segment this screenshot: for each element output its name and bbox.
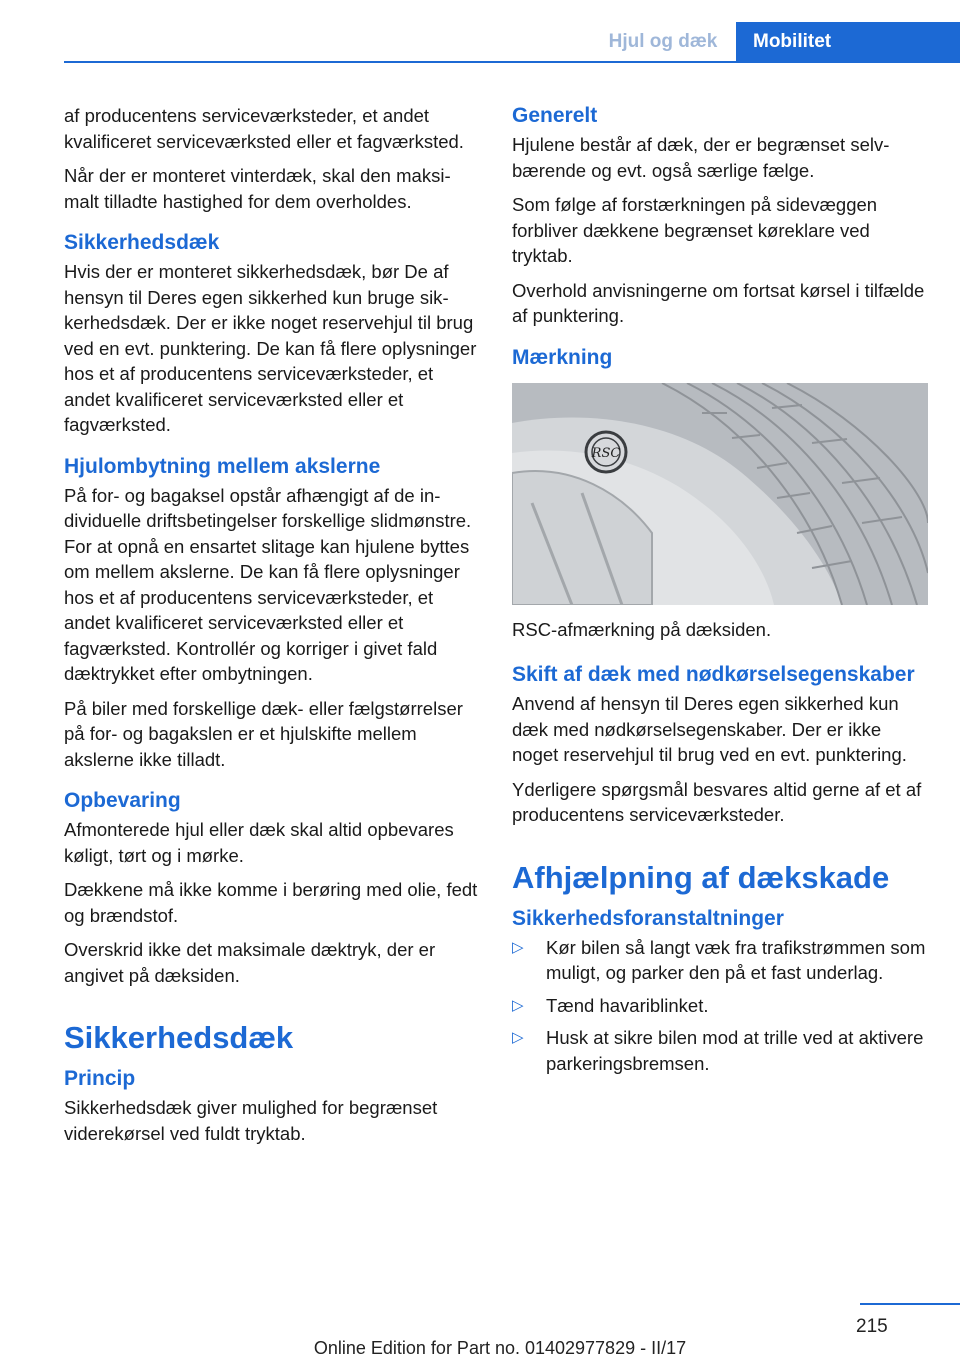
triangle-bullet-icon: ▷ (512, 996, 524, 1014)
figure-caption: RSC-afmærkning på dæksiden. (512, 618, 772, 640)
heading-generelt: Generelt (512, 104, 598, 127)
chapter-tab[interactable]: Mobilitet (736, 22, 960, 62)
paragraph: Overhold anvisningerne om fortsat kørsel i tilfælde af punktering. (512, 279, 925, 326)
heading-princip: Princip (64, 1067, 136, 1090)
paragraph: Som følge af forstærkningen på sidevæggen forbliver dækkene begrænset køreklare ved tryktab. (512, 194, 878, 266)
title-afhjaelpning: Afhjælpning af dækskade (512, 859, 890, 895)
paragraph: Dækkene må ikke komme i berøring med olie, fedt og brændstof. (64, 879, 478, 926)
heading-sikkerhedsdaek: Sikkerhedsdæk (64, 231, 220, 254)
section-tab[interactable]: Hjul og dæk (608, 31, 718, 52)
paragraph: Overskrid ikke det maksimale dæktryk, der er angivet på dæksiden. (64, 939, 436, 986)
heading-opbevaring: Opbevaring (64, 789, 181, 812)
paragraph: Hvis der er monteret sikkerhedsdæk, bør De af hensyn til Deres egen sikkerhed kun bruge sikkerhedsdæk. Der er ikke noget reservehjul til brug ved en evt. punktering. De kan få flere oplysninger hos et af producentens serviceværksteder, et andet kvalificeret serviceværksted eller et fagværksted. (64, 261, 477, 435)
triangle-bullet-icon: ▷ (512, 1029, 524, 1046)
svg-text:RSC: RSC (591, 445, 621, 461)
list-item-text: Kør bilen så langt væk fra trafikstrømmen som muligt, og parker den på et fast underlag. (546, 936, 926, 983)
footer-rule (860, 1303, 960, 1305)
safety-list (512, 935, 928, 1077)
paragraph: På for- og bagaksel opstår afhængigt af de individuelle driftsbetingelser forskellige slidmønstre. For at opnå en ensartet slitage kan hjulene byttes om mellem akslerne. De kan få flere oplysninger hos et af producentens serviceværksteder, et andet kvalificeret serviceværksted eller et fagværksted. Kontrollér og korriger i givet fald dæktrykket efter ombytningen. (64, 484, 472, 684)
paragraph: Yderligere spørgsmål besvares altid gerne af et af producentens serviceværksteder. (512, 778, 922, 825)
paragraph: af producentens serviceværksteder, et andet kvalificeret serviceværksted eller et fagværksted. (64, 105, 464, 152)
list-item-text: Husk at sikre bilen mod at trille ved at aktivere parkeringsbremsen. (546, 1027, 924, 1074)
right-column (512, 103, 928, 1083)
heading-skift: Skift af dæk med nødkørselsegenskaber (512, 663, 915, 686)
list-item (512, 935, 928, 986)
triangle-bullet-icon: ▷ (512, 938, 524, 956)
left-column (64, 103, 478, 1155)
heading-hjulombytning: Hjulombytning mellem akslerne (64, 454, 381, 478)
paragraph: På biler med forskellige dæk- eller fælgstørrelser på for- og bagakslen er et hjulskifte mellem akslerne ikke tilladt. (64, 697, 463, 770)
page-number: 215 (856, 1316, 888, 1337)
paragraph: Når der er monteret vinterdæk, skal den maksimalt tilladte hastighed for dem overholdes. (64, 165, 451, 212)
list-item-text: Tænd havariblinket. (546, 994, 709, 1016)
list-item (512, 993, 928, 1019)
paragraph: Anvend af hensyn til Deres egen sikkerhed kun dæk med nødkørselsegenskaber. Der er ikke noget reservehjul til brug ved en evt. punktering. (512, 693, 907, 765)
tire-rsc-illustration (512, 383, 928, 605)
paragraph: Hjulene består af dæk, der er begrænset selvbærende og evt. også særlige fælge. (512, 134, 890, 181)
heading-maerkning: Mærkning (512, 345, 613, 369)
title-sikkerhedsdaek: Sikkerhedsdæk (64, 1020, 294, 1055)
heading-sikkerhedsforanstaltninger: Sikkerhedsforanstaltninger (512, 906, 784, 930)
paragraph: Afmonterede hjul eller dæk skal altid opbevares køligt, tørt og i mørke. (64, 819, 454, 866)
edition-footer: Online Edition for Part no. 01402977829 - II/17 (313, 1338, 687, 1358)
paragraph: Sikkerhedsdæk giver mulighed for begrænset viderekørsel ved fuldt tryktab. (64, 1097, 438, 1144)
list-item (512, 1025, 928, 1076)
